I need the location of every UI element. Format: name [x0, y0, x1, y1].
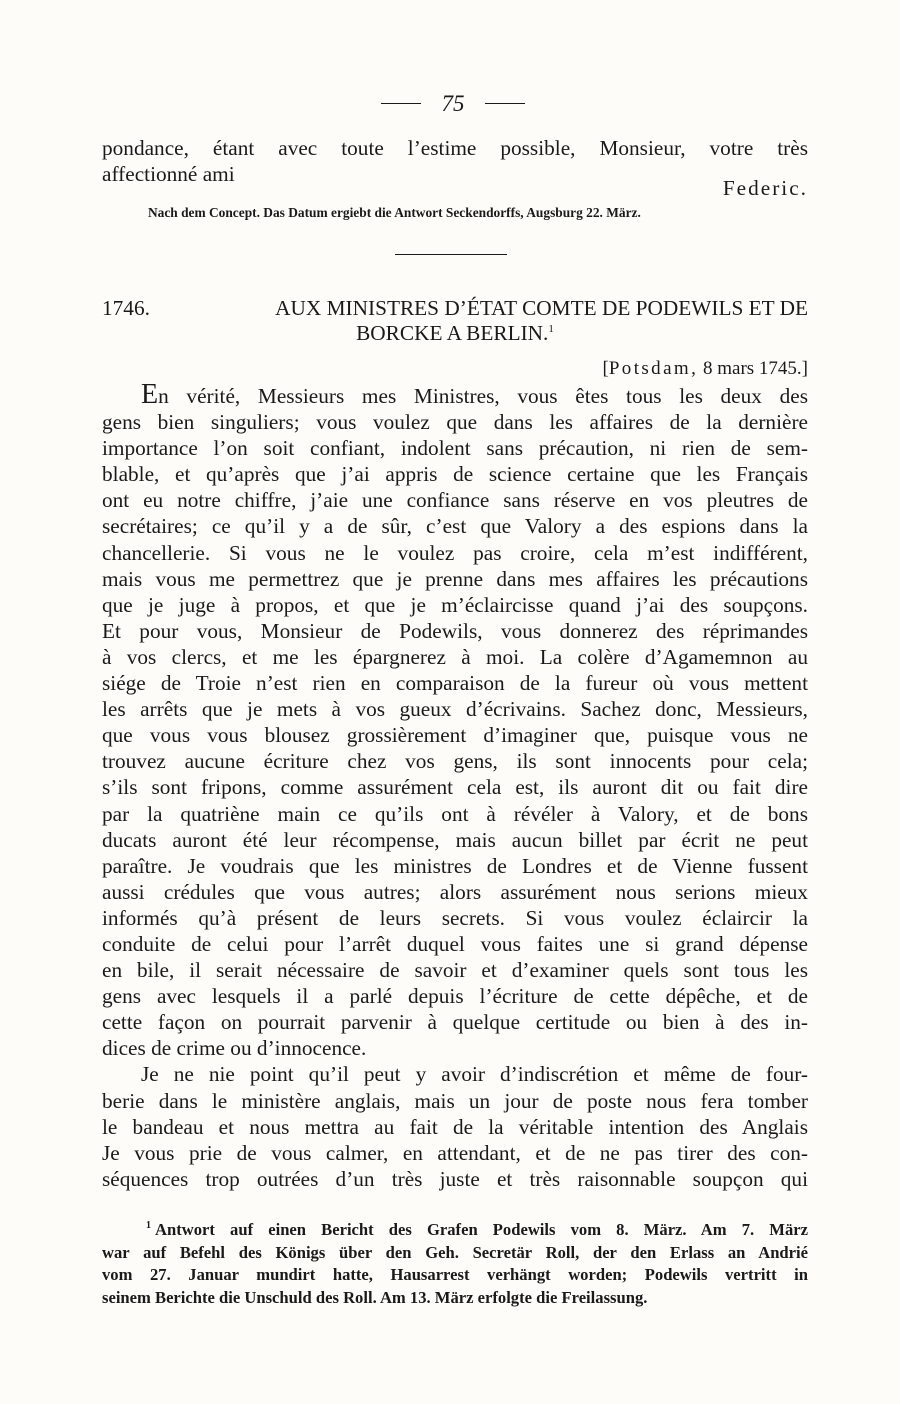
body-line: dices de crime ou d’innocence. [102, 1036, 367, 1061]
body-line: les arrêts que je mets à vos gueux d’écrivains. Sachez donc, Messieurs, [102, 697, 808, 722]
body-line: gens bien singuliers; vous voulez que dans les affaires de la dernière [102, 410, 808, 435]
body-line: par la quatriène main ce qu’ils ont à révéler à Valory, et de bons [102, 801, 808, 826]
body-line: Je ne nie point qu’il peut y avoir d’indiscrétion et même de four- [141, 1062, 808, 1087]
body-line: séquences trop outrées d’un très juste et très raisonnable soupçon qui [102, 1166, 808, 1191]
page-number-rule-left [381, 103, 421, 104]
body-line: chancellerie. Si vous ne le voulez pas croire, cela m’est indifférent, [102, 540, 808, 565]
letter-heading-line [102, 296, 808, 321]
letter-title: AUX MINISTRES D’ÉTAT COMTE DE PODEWILS ET DE [275, 296, 808, 320]
body-line: ducats auront été leur récompense, mais aucun billet par écrit ne peut [102, 827, 808, 852]
body-line: en bile, il serait nécessaire de savoir et d’examiner quels sont tous les [102, 958, 808, 983]
previous-letter-closing-line: pondance, étant avec toute l’estime possible, Monsieur, votre très [102, 136, 808, 160]
footnote-line: seinem Berichte die Unschuld des Roll. Am 13. März erfolgte die Freilassung. [102, 1287, 648, 1307]
letter-title-continued: BORCKE A BERLIN. [356, 321, 549, 345]
body-line: siége de Troie n’est rien en comparaison de la fureur où vous mettent [102, 671, 808, 696]
body-line: Et pour vous, Monsieur de Podewils, vous donnerez des réprimandes [102, 618, 808, 643]
body-line: blable, et qu’après que j’ai appris de science certaine que les Français [102, 462, 808, 487]
page-number: 75 [441, 91, 465, 116]
body-line: à vos clercs, et me les épargnerez à moi. La colère d’Agamemnon au [102, 644, 808, 669]
body-line: que je juge à propos, et que je m’éclaircisse quand j’ai des soupçons. [102, 592, 808, 617]
body-line: le bandeau et nous mettra au fait de la véritable intention des Anglais [102, 1114, 808, 1139]
body-line: secrétaires; ce qu’il y a de sûr, c’est que Valory a des espions dans la [102, 514, 808, 539]
body-line: berie dans le ministère anglais, mais un jour de poste nous fera tomber [102, 1088, 808, 1113]
body-line: En vérité, Messieurs mes Ministres, vous êtes tous les deux des [141, 379, 808, 410]
previous-letter-closing-line: affectionné ami [102, 162, 235, 186]
footnote [102, 1219, 808, 1309]
body-line: s’ils sont fripons, comme assurément cela est, ils auront dit ou fait dire [102, 775, 808, 800]
date-place: Potsdam, [608, 358, 699, 379]
signature: Federic. [722, 176, 808, 200]
footnote-line: vom 27. Januar mundirt hatte, Hausarrest verhängt worden; Podewils vertritt in [102, 1265, 808, 1285]
body-line: aussi crédules que vous autres; alors assurément nous serions mieux [102, 879, 808, 904]
footnote-line: war auf Befehl des Königs über den Geh. Secretär Roll, der den Erlass an Andrié [102, 1242, 808, 1262]
body-line: ont eu notre chiffre, j’aie une confiance sans réserve en vos pleutres de [102, 488, 808, 513]
letter-number: 1746. [102, 296, 150, 320]
footnote-line: $^1$ Antwort auf einen Bericht des Grafen Podewils vom 8. März. Am 7. März [146, 1220, 808, 1239]
body-line: informés qu’à présent de leurs secrets. Si vous voulez éclaircir la [102, 905, 808, 930]
body-line: cette façon on pourrait parvenir à quelque certitude ou bien à des in- [102, 1010, 808, 1035]
letter-heading [102, 296, 808, 346]
body-line: que vous vous blousez grossièrement d’imaginer que, puisque vous ne [102, 723, 808, 748]
section-divider [395, 254, 507, 255]
body-line: trouvez aucune écriture chez vos gens, ils sont innocents pour cela; [102, 749, 808, 774]
source-note: Nach dem Concept. Das Datum ergiebt die Antwort Seckendorffs, Augsburg 22. März. [148, 205, 641, 220]
letter-date [603, 356, 809, 382]
footnote-number: 1 [146, 1220, 151, 1232]
drop-cap: E [141, 379, 159, 410]
body-line: conduite de celui pour l’arrêt duquel vous faites une si grand dépense [102, 931, 808, 956]
letter-body [102, 379, 808, 1192]
letter-heading-line [102, 321, 808, 346]
date-value: 8 mars 1745.] [702, 358, 808, 379]
page-header [102, 88, 808, 122]
footnote-marker: 1 [548, 322, 554, 335]
date-bracket: [ [602, 358, 609, 379]
body-line: mais vous me permettrez que je prenne dans mes affaires les précautions [102, 566, 808, 591]
body-line: importance l’on soit confiant, indolent sans précaution, ni rien de sem- [102, 436, 808, 461]
body-line: paraître. Je voudrais que les ministres de Londres et de Vienne fussent [102, 853, 808, 878]
page-number-rule-right [485, 103, 525, 104]
body-line: Je vous prie de vous calmer, en attendant, et de ne pas tirer des con- [102, 1140, 808, 1165]
body-line: gens avec lesquels il a parlé depuis l’écriture de cette dépêche, et de [102, 984, 808, 1009]
